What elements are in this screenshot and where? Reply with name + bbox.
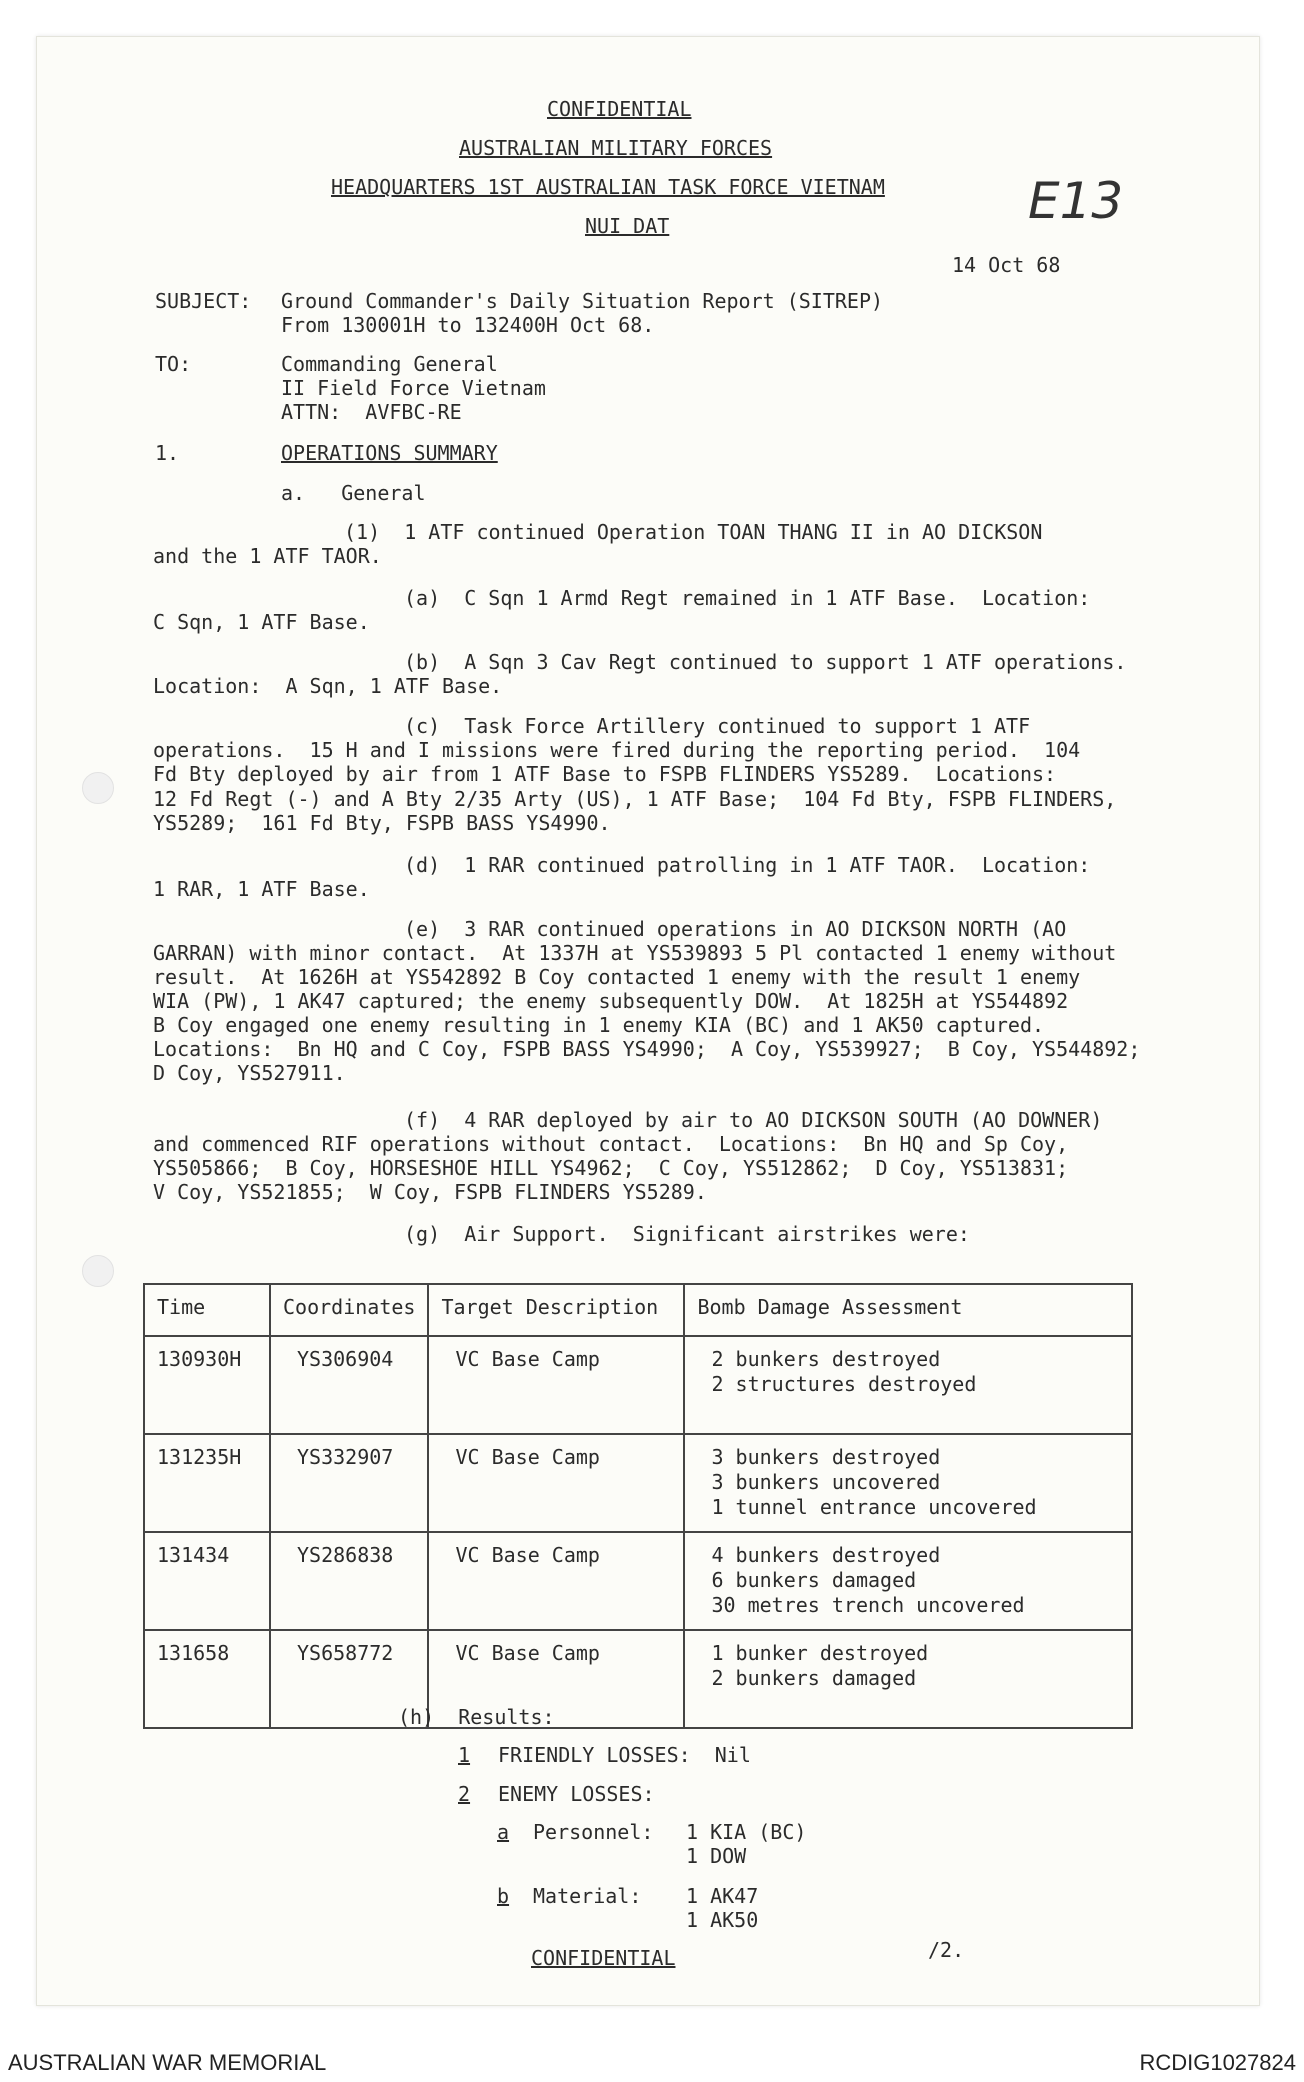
cell-target: VC Base Camp <box>428 1630 684 1728</box>
enemy-losses: ENEMY LOSSES: <box>498 1782 655 1806</box>
cell-time: 131658 <box>144 1630 270 1728</box>
cell-coordinates: YS286838 <box>270 1532 428 1630</box>
header-time: Time <box>144 1284 270 1336</box>
para-a-line-1: (a) C Sqn 1 Armd Regt remained in 1 ATF Base. Location: <box>404 586 1091 610</box>
classification-bottom: CONFIDENTIAL <box>531 1946 676 1970</box>
header-target: Target Description <box>428 1284 684 1336</box>
personnel-dow: 1 DOW <box>686 1844 747 1868</box>
airstrike-table <box>143 1283 1133 1729</box>
cell-time: 131434 <box>144 1532 270 1630</box>
para-e-line-3: result. At 1626H at YS542892 B Coy contacted 1 enemy with the result 1 enemy <box>153 965 1081 989</box>
archive-footer-left: AUSTRALIAN WAR MEMORIAL <box>8 2050 327 2075</box>
bda-line: 2 bunkers destroyed <box>711 1347 941 1371</box>
bda-line: 4 bunkers destroyed <box>711 1543 941 1567</box>
enemy-losses-number: 2 <box>458 1782 471 1806</box>
para-e-line-4: WIA (PW), 1 AK47 captured; the enemy subsequently DOW. At 1825H at YS544892 <box>153 989 1069 1013</box>
para-1-line-2: and the 1 ATF TAOR. <box>153 544 382 568</box>
table-row <box>144 1434 1132 1532</box>
cell-time: 131235H <box>144 1434 270 1532</box>
header-unit: HEADQUARTERS 1ST AUSTRALIAN TASK FORCE VIETNAM <box>331 175 885 199</box>
para-e-line-6: Locations: Bn HQ and C Coy, FSPB BASS YS4990; A Coy, YS539927; B Coy, YS544892; <box>153 1037 1141 1061</box>
header-coordinates: Coordinates <box>270 1284 428 1336</box>
punch-hole-top <box>82 772 114 804</box>
subject-line-1: Ground Commander's Daily Situation Report (SITREP) <box>281 289 884 313</box>
to-label: TO: <box>155 352 192 376</box>
para-e-line-7: D Coy, YS527911. <box>153 1061 346 1085</box>
to-line-3: ATTN: AVFBC-RE <box>281 400 462 424</box>
punch-hole-bottom <box>82 1255 114 1287</box>
bda-line: 3 bunkers uncovered <box>711 1470 941 1494</box>
bda-line: 1 bunker destroyed <box>711 1641 929 1665</box>
next-page-marker: /2. <box>928 1938 965 1962</box>
bda-line: 1 tunnel entrance uncovered <box>711 1495 1037 1519</box>
bda-line: 30 metres trench uncovered <box>711 1593 1025 1617</box>
material-ak47: 1 AK47 <box>686 1884 759 1908</box>
para-c-line-5: YS5289; 161 Fd Bty, FSPB BASS YS4990. <box>153 811 611 835</box>
material-letter: b <box>497 1884 510 1908</box>
cell-target: VC Base Camp <box>428 1434 684 1532</box>
para-g-line-1: (g) Air Support. Significant airstrikes were: <box>404 1222 970 1246</box>
cell-time: 130930H <box>144 1336 270 1434</box>
cell-target: VC Base Camp <box>428 1336 684 1434</box>
section-title: OPERATIONS SUMMARY <box>281 441 498 465</box>
personnel-label: Personnel: <box>533 1820 654 1844</box>
handwritten-reference: E13 <box>1028 172 1124 230</box>
friendly-losses-number: 1 <box>458 1743 471 1767</box>
para-c-line-4: 12 Fd Regt (-) and A Bty 2/35 Arty (US), 1 ATF Base; 104 Fd Bty, FSPB FLINDERS, <box>153 787 1117 811</box>
document-date: 14 Oct 68 <box>952 253 1061 277</box>
material-ak50: 1 AK50 <box>686 1908 759 1932</box>
para-a-line-2: C Sqn, 1 ATF Base. <box>153 610 370 634</box>
cell-bda <box>684 1532 1132 1630</box>
bda-line: 3 bunkers destroyed <box>711 1445 941 1469</box>
cell-target: VC Base Camp <box>428 1532 684 1630</box>
cell-coordinates: YS306904 <box>270 1336 428 1434</box>
para-e-line-2: GARRAN) with minor contact. At 1337H at YS539893 5 Pl contacted 1 enemy without <box>153 941 1117 965</box>
subsection-general: a. General <box>281 481 426 505</box>
cell-coordinates: YS658772 <box>270 1630 428 1728</box>
to-line-2: II Field Force Vietnam <box>281 376 546 400</box>
para-d-line-1: (d) 1 RAR continued patrolling in 1 ATF TAOR. Location: <box>404 853 1091 877</box>
bda-line: 6 bunkers damaged <box>711 1568 917 1592</box>
para-c-line-3: Fd Bty deployed by air from 1 ATF Base to FSPB FLINDERS YS5289. Locations: <box>153 762 1057 786</box>
header-organisation: AUSTRALIAN MILITARY FORCES <box>459 136 773 160</box>
bda-line: 2 bunkers damaged <box>711 1666 917 1690</box>
material-label: Material: <box>533 1884 642 1908</box>
cell-bda <box>684 1630 1132 1728</box>
para-f-line-3: YS505866; B Coy, HORSESHOE HILL YS4962; C Coy, YS512862; D Coy, YS513831; <box>153 1156 1069 1180</box>
bda-line: 2 structures destroyed <box>711 1372 977 1396</box>
classification-top: CONFIDENTIAL <box>547 97 692 121</box>
table-row <box>144 1336 1132 1434</box>
header-location: NUI DAT <box>585 214 670 238</box>
to-line-1: Commanding General <box>281 352 498 376</box>
subject-label: SUBJECT: <box>155 289 252 313</box>
para-e-line-1: (e) 3 RAR continued operations in AO DICKSON NORTH (AO <box>404 917 1067 941</box>
header-bda: Bomb Damage Assessment <box>684 1284 1132 1336</box>
cell-coordinates: YS332907 <box>270 1434 428 1532</box>
table-row <box>144 1532 1132 1630</box>
table-header-row <box>144 1284 1132 1336</box>
cell-bda <box>684 1434 1132 1532</box>
cell-bda <box>684 1336 1132 1434</box>
personnel-letter: a <box>497 1820 510 1844</box>
para-b-line-1: (b) A Sqn 3 Cav Regt continued to support 1 ATF operations. <box>404 650 1127 674</box>
archive-footer-right: RCDIG1027824 <box>1139 2050 1296 2075</box>
friendly-losses: FRIENDLY LOSSES: Nil <box>498 1743 751 1767</box>
para-1-line-1: (1) 1 ATF continued Operation TOAN THANG II in AO DICKSON <box>344 520 1043 544</box>
para-d-line-2: 1 RAR, 1 ATF Base. <box>153 877 370 901</box>
para-f-line-1: (f) 4 RAR deployed by air to AO DICKSON SOUTH (AO DOWNER) <box>404 1108 1103 1132</box>
para-e-line-5: B Coy engaged one enemy resulting in 1 enemy KIA (BC) and 1 AK50 captured. <box>153 1013 1045 1037</box>
results-label: (h) Results: <box>398 1705 555 1729</box>
para-c-line-2: operations. 15 H and I missions were fired during the reporting period. 104 <box>153 738 1081 762</box>
personnel-kia: 1 KIA (BC) <box>686 1820 807 1844</box>
subject-line-2: From 130001H to 132400H Oct 68. <box>281 313 655 337</box>
para-f-line-2: and commenced RIF operations without contact. Locations: Bn HQ and Sp Coy, <box>153 1132 1069 1156</box>
table-row <box>144 1630 1132 1728</box>
para-f-line-4: V Coy, YS521855; W Coy, FSPB FLINDERS YS5289. <box>153 1180 707 1204</box>
para-b-line-2: Location: A Sqn, 1 ATF Base. <box>153 674 503 698</box>
section-number: 1. <box>155 441 180 465</box>
para-c-line-1: (c) Task Force Artillery continued to support 1 ATF <box>404 714 1031 738</box>
